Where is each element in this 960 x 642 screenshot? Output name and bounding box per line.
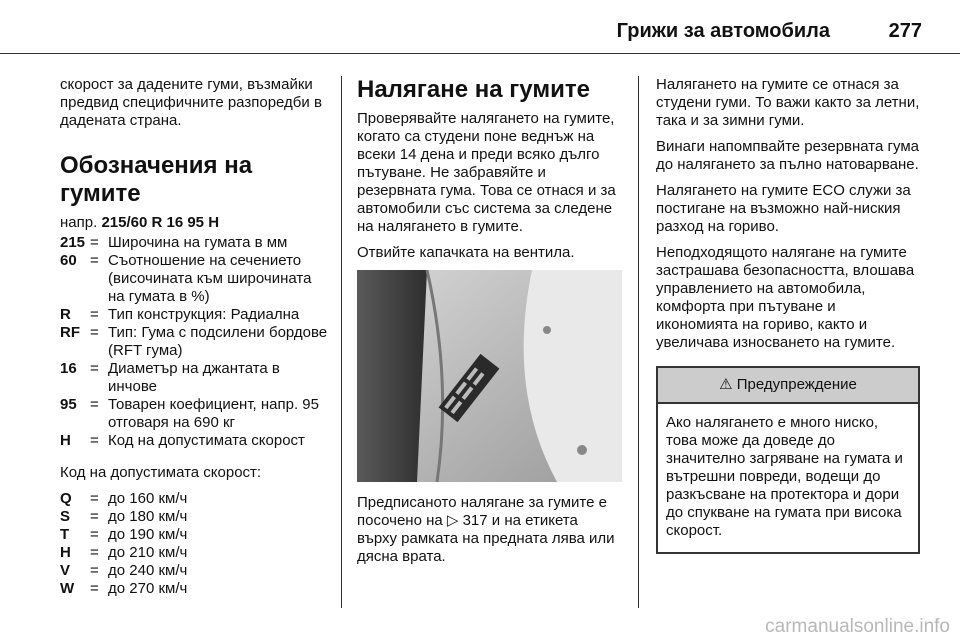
code-value: Широчина на гумата в мм [108, 234, 288, 251]
column-divider [341, 76, 342, 608]
equals-sign: = [90, 490, 99, 507]
speed-value: до 160 км/ч [108, 490, 188, 507]
tire-code-row [60, 360, 328, 396]
cold-tires-text: Налягането на гумите се отнася за студени гуми. То важи както за летни, така и за зимни гуми. [656, 76, 920, 129]
speed-key: S [60, 508, 71, 525]
speed-value: до 190 км/ч [108, 526, 188, 543]
speed-value: до 210 км/ч [108, 544, 188, 561]
warning-box [656, 366, 920, 554]
equals-sign: = [90, 580, 99, 597]
speed-code-list [60, 490, 328, 598]
door-frame-illustration [357, 270, 622, 482]
page-number: 277 [888, 20, 922, 42]
equals-sign: = [90, 324, 99, 341]
code-value: Тип: Гума с подсилени бордове (RFT гума) [108, 324, 328, 359]
header-rule [0, 53, 960, 54]
column-1 [60, 76, 328, 598]
equals-sign: = [90, 508, 99, 525]
equals-sign: = [90, 360, 99, 377]
pressure-location-text [357, 494, 622, 566]
page-ref-arrow-icon: ▷ [446, 512, 463, 529]
speed-code-row [60, 490, 328, 508]
speed-code-row [60, 544, 328, 562]
code-key: 16 [60, 360, 77, 377]
speed-key: T [60, 526, 70, 543]
spare-tire-text: Винаги напомпвайте резервната гума до налягането за пълно натоварване. [656, 138, 919, 173]
equals-sign: = [90, 396, 99, 413]
warning-title: Предупреждение [736, 376, 857, 393]
speed-key: W [60, 580, 75, 597]
column-divider [638, 76, 639, 608]
speed-value: до 180 км/ч [108, 508, 188, 525]
header-title: Грижи за автомобила [616, 20, 830, 42]
code-key: 60 [60, 252, 77, 269]
speed-key: Q [60, 490, 72, 507]
page-ref[interactable]: 317 [462, 512, 488, 529]
tire-code-row [60, 306, 328, 324]
watermark: carmanualsonline.info [765, 616, 950, 637]
valve-cap-text: Отвийте капачката на вентила. [357, 244, 575, 261]
example-prefix: напр. [60, 214, 98, 231]
tire-code-row [60, 234, 328, 252]
pressure-check-text: Проверявайте налягането на гумите, когато са студени поне веднъж на всеки 14 дена и преди всяко дълго пътуване. Не забравяйте и резервната гума. Това се отнася и за автомобили със система за следене на налягането в гумите. [357, 110, 616, 235]
code-value: Тип конструкция: Радиална [108, 306, 300, 323]
equals-sign: = [90, 562, 99, 579]
equals-sign: = [90, 526, 99, 543]
tire-code-row [60, 324, 328, 360]
speed-code-row [60, 508, 328, 526]
equals-sign: = [90, 252, 99, 269]
tire-code-row [60, 432, 328, 450]
tire-code-row [60, 252, 328, 306]
pressure-location-after: и на етикета върху рамката на предната лява или дясна врата. [357, 512, 615, 565]
example-code: 215/60 R 16 95 H [101, 214, 220, 231]
intro-text: скорост за дадените гуми, възмайки предвид специфичните разпоредби в дадената страна. [60, 76, 322, 129]
eco-pressure-text: Налягането на гумите ECO служи за постигане на възможно най-ниския разход на гориво. [656, 182, 911, 235]
code-key: R [60, 306, 71, 323]
code-value: Диаметър на джантата в инчове [108, 360, 280, 395]
code-value: Код на допустимата скорост [108, 432, 305, 449]
speed-value: до 270 км/ч [108, 580, 188, 597]
door-label-photo [357, 270, 622, 482]
equals-sign: = [90, 306, 99, 323]
code-key: 95 [60, 396, 77, 413]
code-key: 215 [60, 234, 86, 251]
speed-value: до 240 км/ч [108, 562, 188, 579]
speed-codes-intro: Код на допустимата скорост: [60, 464, 262, 481]
speed-key: V [60, 562, 71, 579]
equals-sign: = [90, 234, 99, 251]
improper-pressure-text: Неподходящото налягане на гумите застрашава безопасността, влошава управлението на автомобила, комфорта при пътуване и икономията на гориво, както и увеличава износването на гумите. [656, 244, 915, 351]
example-line [60, 214, 328, 232]
tire-code-row [60, 396, 328, 432]
code-value: Товарен коефициент, напр. 95 отговаря на 690 кг [108, 396, 319, 431]
tire-markings-heading: Обозначения на гумите [60, 152, 253, 207]
warning-header [658, 368, 918, 404]
tire-code-list [60, 234, 328, 450]
warning-text: Ако налягането е много ниско, това може да доведе до значително загряване на гумата и вътрешни повреди, водещи до разкъсване на протектора и дори до спукване на гумата при висока скорост. [666, 414, 903, 539]
column-3 [656, 76, 920, 554]
warning-triangle-icon: ⚠ [719, 376, 733, 393]
column-2 [357, 76, 622, 574]
equals-sign: = [90, 544, 99, 561]
code-key: RF [60, 324, 80, 341]
equals-sign: = [90, 432, 99, 449]
speed-key: H [60, 544, 71, 561]
speed-code-row [60, 580, 328, 598]
code-value: Съотношение на сечението (височината към широчината на гумата в %) [108, 252, 312, 305]
tire-pressure-heading: Налягане на гумите [357, 76, 590, 103]
code-key: H [60, 432, 71, 449]
speed-code-row [60, 562, 328, 580]
speed-code-row [60, 526, 328, 544]
pressure-location-before: Предписаното налягане за гумите е посочено на [357, 494, 607, 529]
